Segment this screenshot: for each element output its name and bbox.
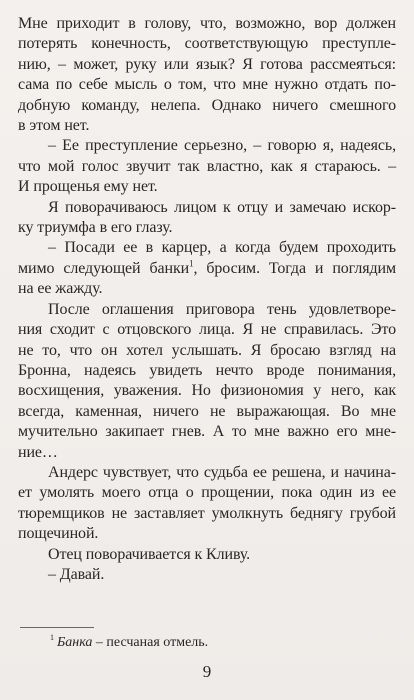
- text-line: ние…: [18, 443, 58, 461]
- text-line: мимо следующей банки$^1$, бросим. Тогда и поглядим: [18, 258, 396, 277]
- footnote-reference: 1: [189, 258, 194, 269]
- text-line: восхищения, уважения. Но физиономия у него, как: [18, 382, 396, 400]
- text-line: Я поворачиваюсь лицом к отцу и замечаю искор-: [48, 198, 396, 216]
- text-line: Отец поворачивается к Кливу.: [48, 545, 251, 563]
- text-line: – Давай.: [48, 565, 105, 583]
- paragraph: [18, 565, 396, 585]
- text-line: После оглашения приговора тень удовлетворе-: [48, 300, 396, 318]
- text-line: И прощенья ему нет.: [18, 178, 158, 196]
- text-line: мучительно закипает гнев. А то мне важно его мне-: [18, 423, 396, 441]
- text-line: – Посади ее в карцер, а когда будем проходить: [48, 239, 396, 257]
- text-line: на ее жажду.: [18, 280, 103, 298]
- text-line: не то, что он хотел услышать. Я бросаю взгляд на: [18, 341, 396, 359]
- text-line: нию, – может, руку или язык? Я готова рассмеяться:: [18, 55, 396, 73]
- text-line: тюремщиков не заставляет умолкнуть беднягу грубой: [18, 504, 396, 522]
- text-line: ку триумфа в его глазу.: [18, 219, 173, 237]
- body-text: [18, 14, 396, 585]
- text-line: потерять конечность, соответствующую преступле-: [18, 35, 396, 53]
- footnote-separator: [20, 627, 94, 628]
- footnote-definition: – песчаная отмель.: [92, 635, 209, 650]
- paragraph: [18, 463, 396, 545]
- page-number: 9: [202, 662, 212, 681]
- text-line: ет умолять моего отца о прощении, пока один из ее: [18, 484, 396, 502]
- text-line: Андерс чувствует, что судьба ее решена, и начина-: [48, 463, 396, 481]
- paragraph: [18, 136, 396, 197]
- paragraph: [18, 14, 396, 136]
- text-line: всегда, каменная, ничего не выражающая. Во мне: [18, 402, 396, 420]
- text-line: ния сходит с отцовского лица. Я не справилась. Это: [18, 321, 396, 339]
- footnote: [50, 634, 208, 651]
- text-line: добную команду, нелепа. Однако ничего смешного: [18, 96, 396, 114]
- text-line: – Ее преступление серьезно, – говорю я, надеясь,: [48, 137, 396, 155]
- paragraph: [18, 198, 396, 239]
- paragraph: [18, 545, 396, 565]
- paragraph: [18, 238, 396, 299]
- text-line: пощечиной.: [18, 525, 99, 543]
- paragraph: [18, 300, 396, 463]
- text-line: что мой голос звучит так властно, как я стараюсь. –: [18, 157, 396, 175]
- text-line: Бронна, надеясь увидеть нечто вроде понимания,: [18, 361, 396, 379]
- footnote-number: 1: [50, 633, 54, 643]
- text-line: Мне приходит в голову, что, возможно, вор должен: [18, 15, 396, 32]
- footnote-term: Банка: [57, 635, 93, 650]
- text-line: в этом нет.: [18, 117, 90, 135]
- text-line: сама по себе мысль о том, что мне нужно отдать по-: [18, 76, 396, 94]
